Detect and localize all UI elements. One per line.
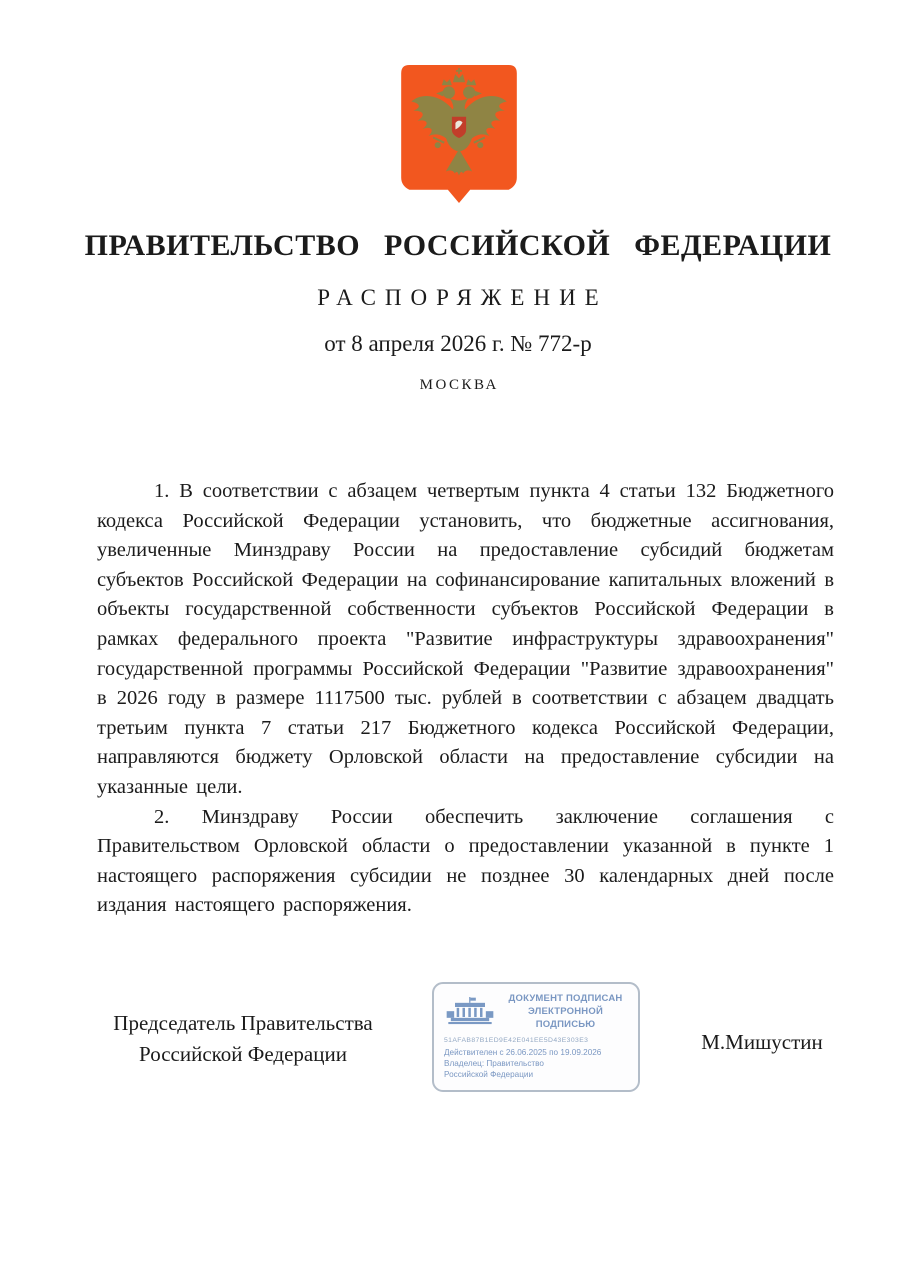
paragraph-1: 1. В соответствии с абзацем четвертым пункта 4 статьи 132 Бюджетного кодекса Российской Федерации установить, что бюджетные ассигнования, увеличенные Минздраву России на предоставление субсидий бюджетам субъектов Российской Федерации на софинансирование капитальных вложений в объекты государственной собственности субъектов Российской Федерации в рамках федерального проекта "Развитие инфраструктуры здравоохранения" государственной программы Российской Федерации "Развитие здравоохранения" в 2026 году в размере 1117500 тыс. рублей в соответствии с абзацем двадцать третьим пункта 7 статьи 217 Бюджетного кодекса Российской Федерации, направляются бюджету Орловской области на предоставление субсидии на указанные цели. [97, 480, 834, 798]
signer-name: М.Мишустин [701, 1030, 823, 1054]
stamp-title-line-2: ЭЛЕКТРОННОЙ ПОДПИСЬЮ [528, 1005, 603, 1030]
certificate-validity: Действителен с 26.06.2025 по 19.09.2026 [444, 1048, 602, 1058]
signer-title-line-1: Председатель Правительства [113, 1011, 373, 1035]
document-body [97, 477, 834, 921]
paragraph-2: 2. Минздраву России обеспечить заключение соглашения с Правительством Орловской области о предоставлении указанной в пункте 1 настоящего распоряжения субсидии не позднее 30 календарных дней после издания настоящего распоряжения. [97, 805, 834, 917]
signer-title-line-2: Российской Федерации [139, 1042, 347, 1066]
electronic-signature-stamp [432, 982, 640, 1092]
stamp-title-line-1: ДОКУМЕНТ ПОДПИСАН [508, 993, 623, 1004]
stamp-title [503, 993, 628, 1031]
signer-title [86, 1008, 400, 1070]
authority-title: ПРАВИТЕЛЬСТВО РОССИЙСКОЙ ФЕДЕРАЦИИ [84, 229, 832, 262]
certificate-owner: Владелец: Правительство Российской Федерации [444, 1059, 544, 1079]
document-type-title: РАСПОРЯЖЕНИЕ [317, 285, 608, 310]
stamp-header [444, 993, 628, 1031]
city-label: МОСКВА [419, 377, 499, 393]
certificate-number: 51AFAB87B1ED9E42E041EE5D43E303E3 [444, 1037, 589, 1045]
government-building-icon [444, 997, 496, 1027]
russia-coat-of-arms-icon [399, 64, 519, 206]
date-and-number-line: от 8 апреля 2026 г. № 772-р [324, 331, 592, 356]
